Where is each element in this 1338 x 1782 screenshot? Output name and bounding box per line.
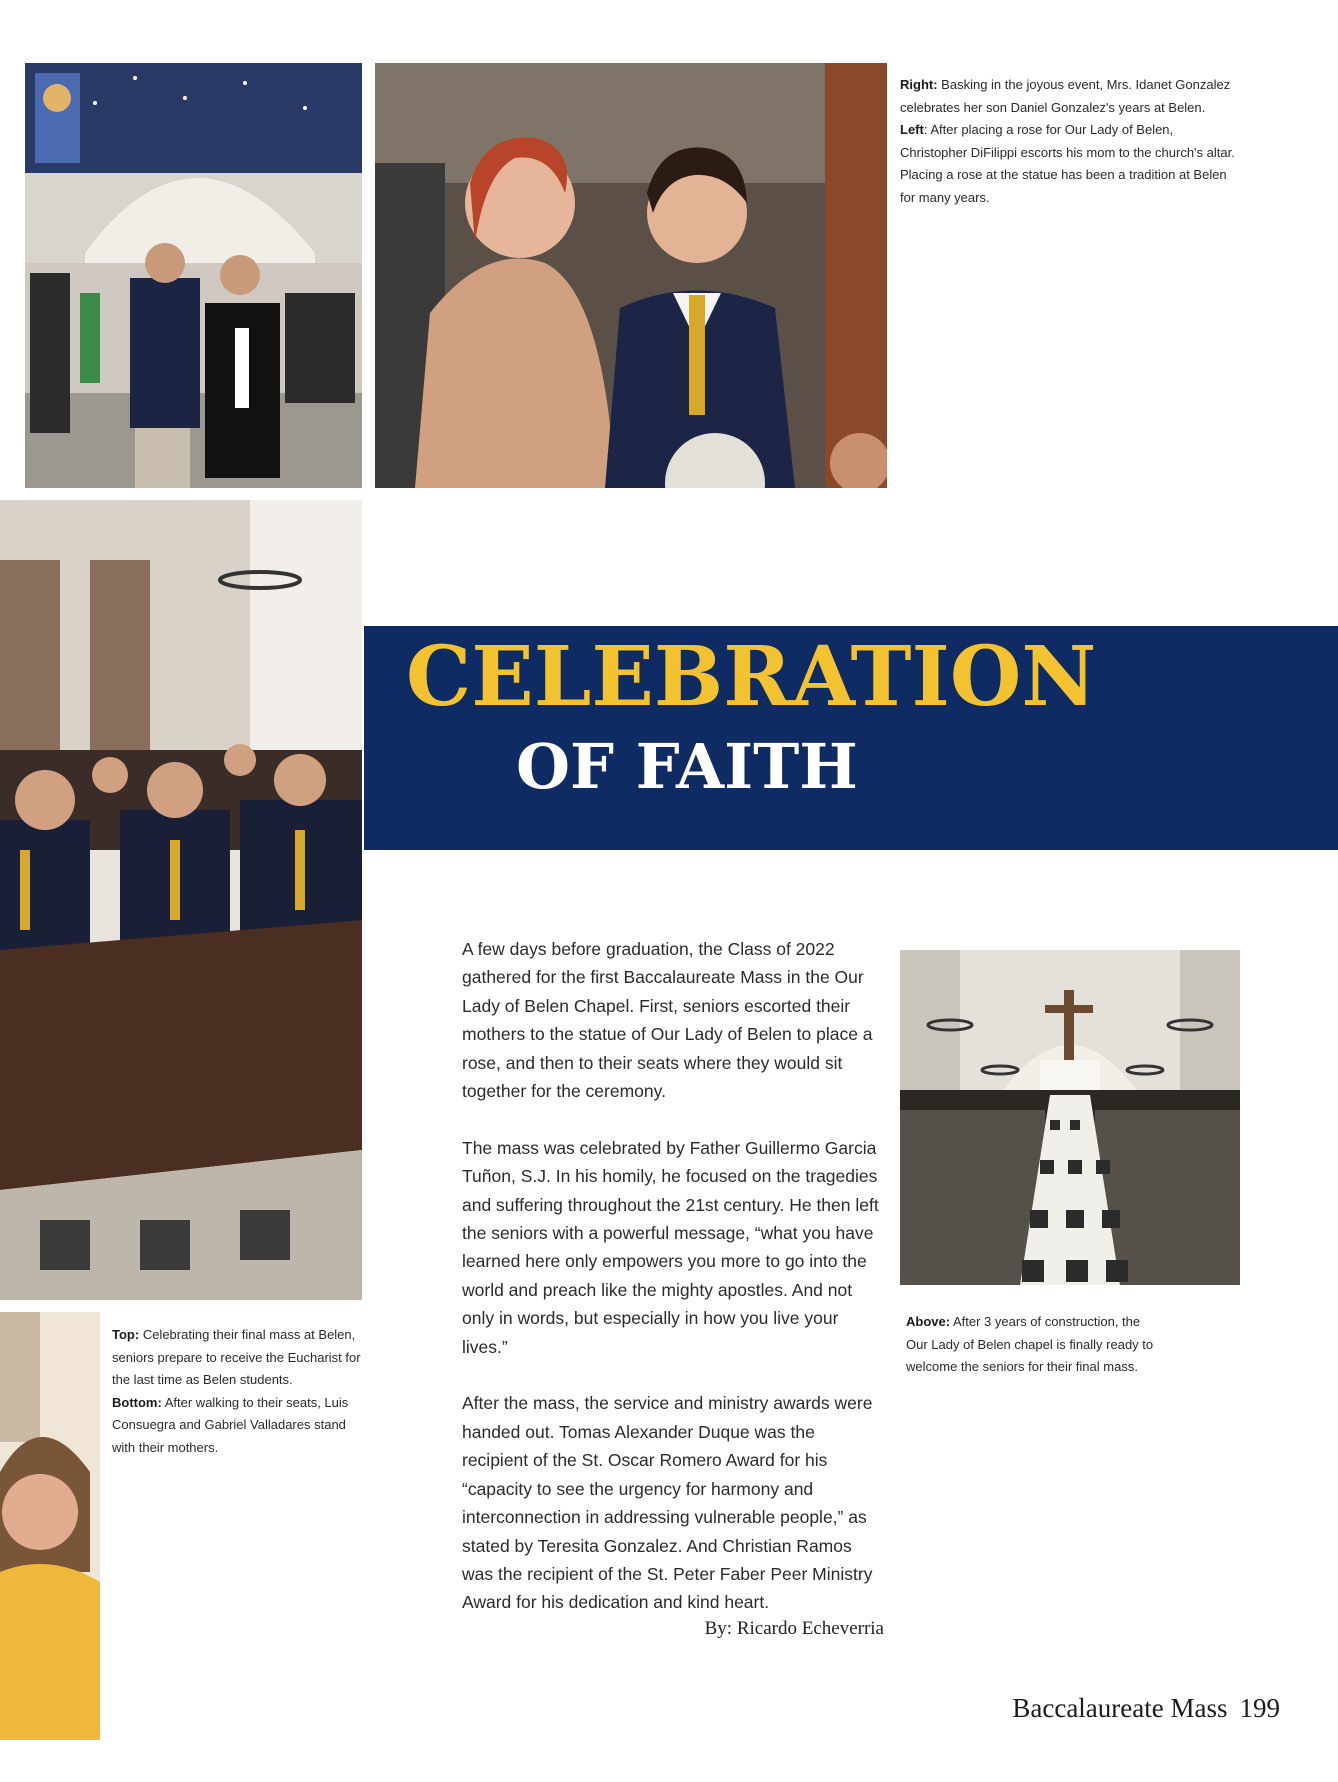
photo-mother-and-son <box>375 63 887 488</box>
page-subtitle: OF FAITH <box>516 730 858 803</box>
page-title: CELEBRATION <box>406 629 1097 725</box>
photo-chapel-interior <box>900 950 1240 1285</box>
caption-left-text: : After placing a rose for Our Lady of Belen, Christopher DiFilippi escorts his mom to the church's altar. Placing a rose at the statue has been a tradition at Belen for many years. <box>900 122 1235 205</box>
caption-above-label: Above: <box>906 1314 951 1329</box>
caption-above-text: After 3 years of construction, the Our Lady of Belen chapel is finally ready to welcome the seniors for their final mass. <box>906 1314 1154 1374</box>
page-number: 199 <box>1239 1693 1280 1723</box>
caption-left-label: Left <box>900 122 924 137</box>
photo-mother-in-yellow <box>0 1312 100 1740</box>
caption-right-text: Basking in the joyous event, Mrs. Idanet Gonzalez celebrates her son Daniel Gonzalez's years at Belen. <box>900 77 1231 115</box>
caption-right-label: Right: <box>900 77 938 92</box>
byline: By: Ricardo Echeverria <box>704 1618 884 1639</box>
caption-top-label: Top: <box>112 1327 140 1342</box>
caption-above <box>906 1311 1161 1379</box>
photo-senior-escorting-mother <box>25 63 362 488</box>
caption-bottom-label: Bottom: <box>112 1394 162 1410</box>
caption-right-left <box>900 74 1240 209</box>
caption-top-text: Celebrating their final mass at Belen, seniors prepare to receive the Eucharist for the last time as Belen students. <box>112 1327 361 1387</box>
caption-bottom-text: After walking to their seats, Luis Consuegra and Gabriel Valladares stand with their mothers. <box>112 1394 349 1455</box>
title-banner <box>364 626 1338 850</box>
photo-seniors-in-pews <box>0 500 362 1300</box>
article-paragraph: The mass was celebrated by Father Guillermo Garcia Tuñon, S.J. In his homily, he focused on the tragedies and suffering throughout the 21st century. He then left the seniors with a powerful message, “what you have learned here only empowers you more to go into the world and preach like the mighty apostles. And not only in words, but especially in how you live your lives.” <box>462 1137 879 1357</box>
article-paragraph: A few days before graduation, the Class of 2022 gathered for the first Baccalaureate Mass in the Our Lady of Belen Chapel. First, seniors escorted their mothers to the statue of Our Lady of Belen to place a rose, and then to their seats where they would sit together for the ceremony. <box>462 939 873 1102</box>
article-paragraph: After the mass, the service and ministry awards were handed out. Tomas Alexander Duque was the recipient of the St. Oscar Romero Award for his “capacity to see the urgency for harmony and interconnection in addressing vulnerable people,” as stated by Teresita Gonzalez. And Christian Ramos was the recipient of the St. Peter Faber Peer Ministry Award for his dedication and kind heart. <box>462 1393 873 1613</box>
article-body <box>462 935 882 1617</box>
page-footer <box>960 1693 1280 1724</box>
section-name: Baccalaureate Mass <box>1012 1693 1228 1723</box>
caption-top-bottom <box>112 1324 367 1459</box>
